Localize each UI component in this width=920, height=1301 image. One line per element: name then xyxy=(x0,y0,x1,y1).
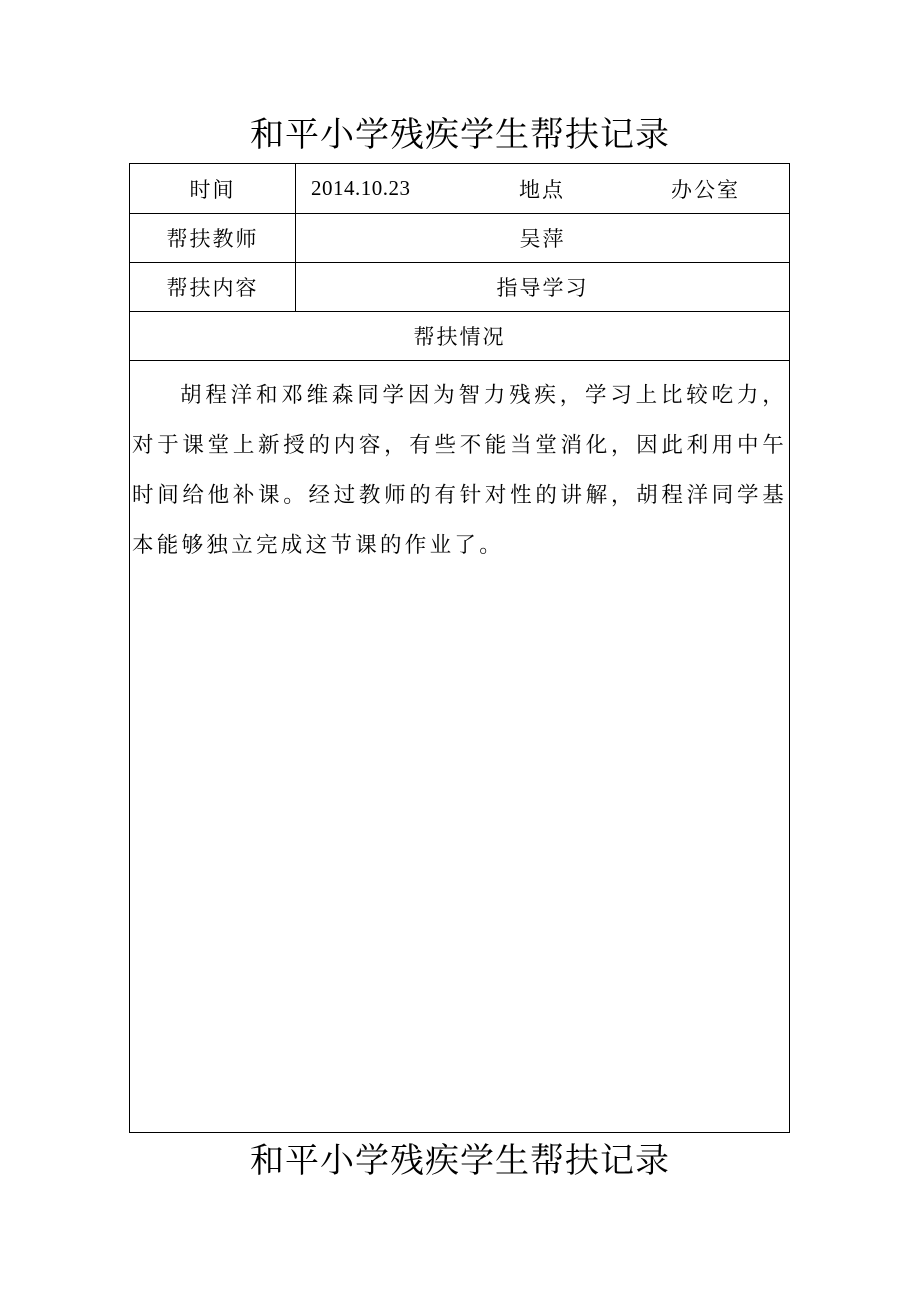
content-label: 帮扶内容 xyxy=(130,263,296,311)
content-value: 指导学习 xyxy=(496,276,589,300)
time-label: 时间 xyxy=(130,164,296,213)
situation-text: 胡程洋和邓维森同学因为智力残疾，学习上比较吃力，对于课堂上新授的内容，有些不能当堂消化，因此利用中午时间给他补课。经过教师的有针对性的讲解，胡程洋同学基本能够独立完成这节课的作业了。 xyxy=(132,383,787,558)
place-value: 办公室 xyxy=(671,177,740,202)
page-title: 和平小学残疾学生帮扶记录 xyxy=(250,115,670,155)
record-table xyxy=(129,163,790,1133)
teacher-value: 吴萍 xyxy=(519,227,566,251)
content-row xyxy=(130,263,789,312)
footer-title: 和平小学残疾学生帮扶记录 xyxy=(250,1141,670,1181)
situation-label: 帮扶情况 xyxy=(413,325,506,349)
place-label: 地点 xyxy=(519,177,565,202)
time-value: 2014.10.23 xyxy=(311,176,411,200)
situation-header-row xyxy=(130,312,789,361)
teacher-label: 帮扶教师 xyxy=(130,214,296,262)
teacher-row xyxy=(130,214,789,263)
time-row xyxy=(130,164,789,214)
